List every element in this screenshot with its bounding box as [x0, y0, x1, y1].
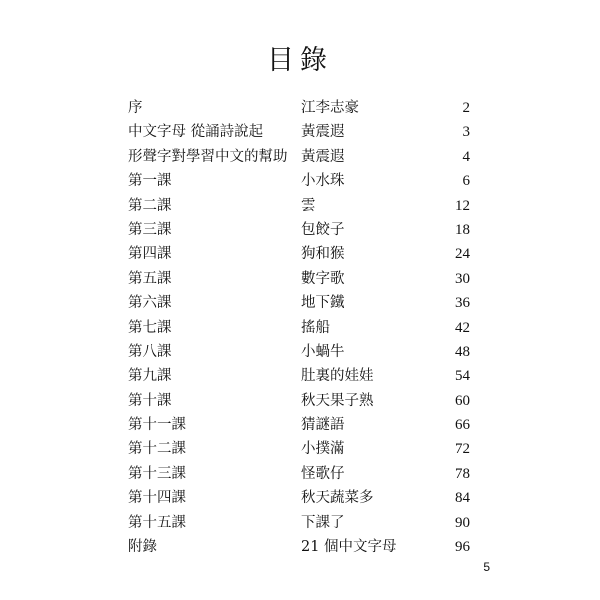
toc-row: [128, 462, 470, 486]
toc-page-number: 54: [455, 368, 470, 385]
toc-entry-name: 狗和猴: [301, 246, 345, 263]
toc-lesson-title: 第四課: [128, 246, 172, 263]
toc-page-number: 90: [455, 514, 470, 531]
toc-entry-name: 小水珠: [301, 173, 345, 190]
toc-page-number: 96: [455, 539, 470, 556]
toc-row: [128, 242, 470, 266]
toc-row: [128, 437, 470, 461]
toc-page-number: 66: [455, 417, 470, 434]
toc-lesson-title: 第六課: [128, 295, 172, 312]
toc-lesson-title: 形聲字對學習中文的幫助: [128, 148, 288, 165]
toc-lesson-title: 第十三課: [128, 465, 186, 482]
toc-row: [128, 340, 470, 364]
toc-entry-name: 下課了: [301, 514, 345, 531]
toc-lesson-title: 序: [128, 100, 143, 116]
toc-entry-name: 小撲滿: [301, 441, 345, 458]
page-number: 5: [483, 560, 490, 574]
toc-page-number: 4: [462, 148, 470, 165]
toc-lesson-title: 第十一課: [128, 417, 186, 434]
toc-page-number: 24: [455, 246, 470, 263]
toc-entry-name: 黃震遐: [301, 148, 345, 165]
page-title: 目錄: [267, 45, 333, 76]
toc-lesson-title: 第七課: [128, 319, 172, 336]
toc-entry-name: 21 個中文字母: [301, 539, 397, 556]
toc-lesson-title: 第十四課: [128, 490, 186, 507]
toc-page-number: 3: [462, 124, 470, 141]
toc-entry-name: 雲: [301, 197, 316, 214]
toc-entry-name: 江李志豪: [301, 100, 359, 116]
toc-page-number: 2: [462, 100, 470, 116]
toc-page-number: 18: [455, 221, 470, 238]
toc-entry-name: 秋天蔬菜多: [301, 490, 374, 507]
toc-page-number: 36: [455, 295, 470, 312]
toc-row: [128, 120, 470, 144]
toc-row: [128, 267, 470, 291]
toc-lesson-title: 中文字母 從誦詩說起: [128, 124, 264, 141]
toc-row: [128, 486, 470, 510]
toc-entry-name: 肚裏的娃娃: [301, 368, 374, 385]
toc-row: [128, 145, 470, 169]
toc-entry-name: 搖船: [301, 319, 330, 336]
toc-row: [128, 96, 470, 120]
toc-entry-name: 怪歌仔: [301, 465, 345, 482]
toc-lesson-title: 第八課: [128, 343, 172, 360]
toc-row: [128, 535, 470, 559]
toc-row: [128, 194, 470, 218]
toc-lesson-title: 第三課: [128, 221, 172, 238]
toc-page-number: 48: [455, 343, 470, 360]
toc-entry-name: 小蝸牛: [301, 343, 345, 360]
toc-lesson-title: 附錄: [128, 539, 157, 556]
toc-row: [128, 389, 470, 413]
toc-entry-name: 包餃子: [301, 221, 345, 238]
toc-lesson-title: 第九課: [128, 368, 172, 385]
toc-page-number: 6: [462, 173, 470, 190]
toc-lesson-title: 第二課: [128, 197, 172, 214]
toc-lesson-title: 第一課: [128, 173, 172, 190]
toc-lesson-title: 第五課: [128, 270, 172, 287]
toc-page-number: 30: [455, 270, 470, 287]
toc-page-number: 12: [455, 197, 470, 214]
toc-lesson-title: 第十五課: [128, 514, 186, 531]
toc-entry-name: 黃震遐: [301, 124, 345, 141]
toc-lesson-title: 第十課: [128, 392, 172, 409]
table-of-contents: [128, 96, 470, 559]
toc-page-number: 84: [455, 490, 470, 507]
toc-entry-name: 數字歌: [301, 270, 345, 287]
toc-row: [128, 316, 470, 340]
toc-page-number: 42: [455, 319, 470, 336]
toc-row: [128, 218, 470, 242]
toc-row: [128, 291, 470, 315]
toc-row: [128, 413, 470, 437]
toc-page-number: 72: [455, 441, 470, 458]
toc-entry-name: 地下鐵: [301, 295, 345, 312]
toc-row: [128, 511, 470, 535]
toc-lesson-title: 第十二課: [128, 441, 186, 458]
toc-page-number: 78: [455, 465, 470, 482]
toc-row: [128, 364, 470, 388]
toc-entry-name: 秋天果子熟: [301, 392, 374, 409]
toc-entry-name: 猜謎語: [301, 417, 345, 434]
toc-page-number: 60: [455, 392, 470, 409]
toc-row: [128, 169, 470, 193]
